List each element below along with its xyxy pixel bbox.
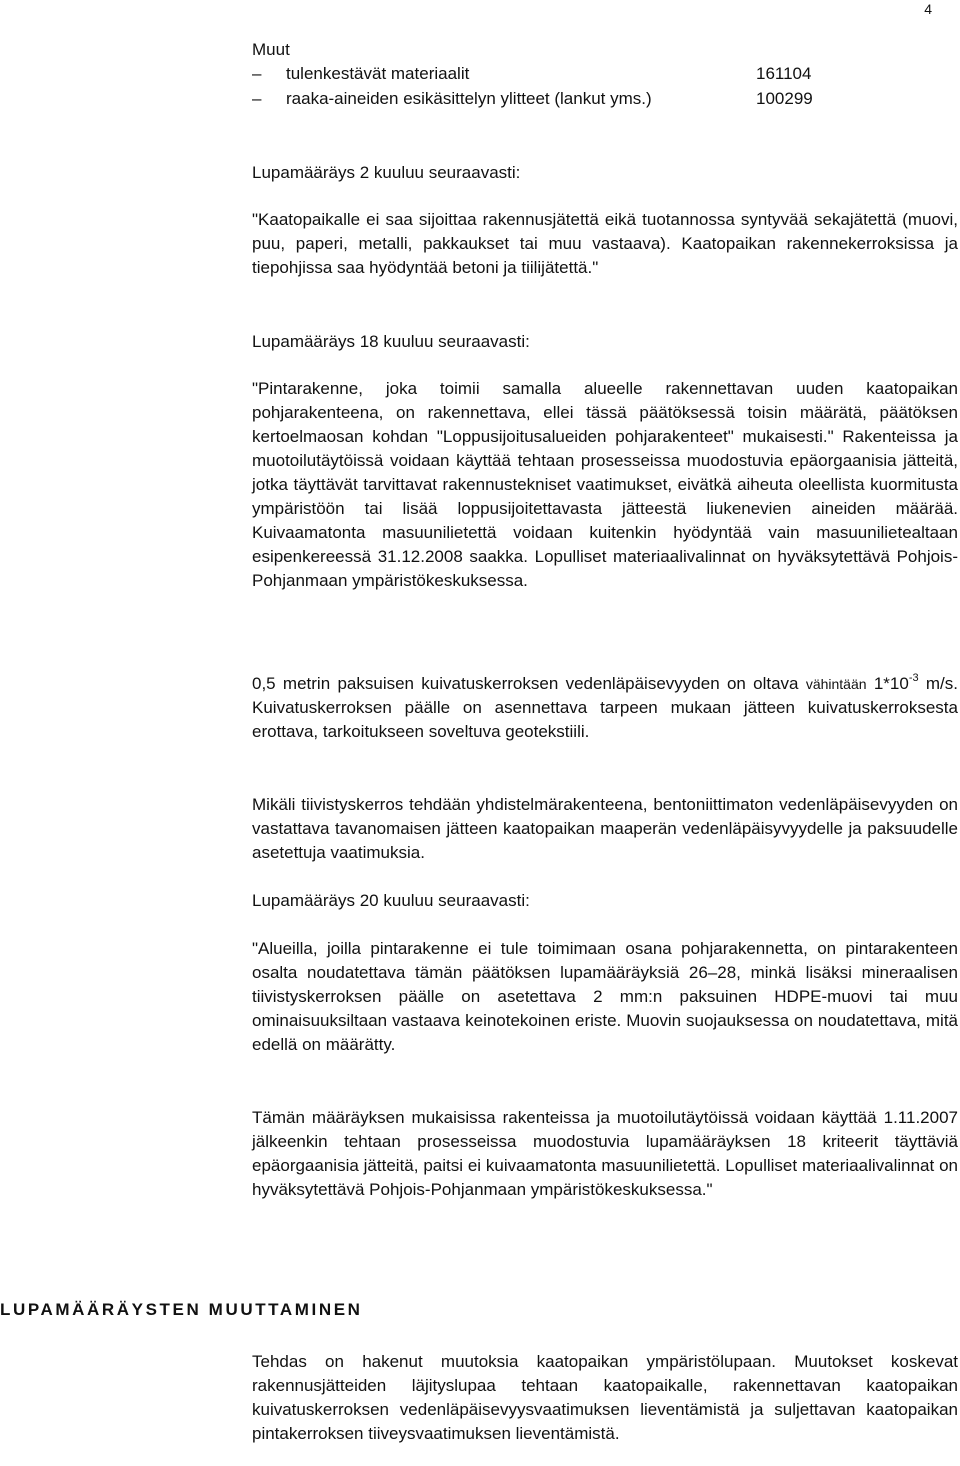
section-body-block [252, 1350, 958, 1446]
lupa20-body: "Alueilla, joilla pintarakenne ei tule toimimaan osana pohjarakennetta, on pintarakenteen osalta noudatettava tämän päätöksen lupamääräyksiä 26–28, minkä lisäksi mineraalisen tiivistyskerroksen päälle on asetettava 2 mm:n paksuinen HDPE-muovi tai muu ominaisuuksiltaan vastaava keinotekoinen eriste. Muovin suojauksessa on noudatettava, mitä edellä on määrätty. [252, 939, 958, 1054]
lupa20-body-block [252, 937, 958, 1057]
lupa2-body: "Kaatopaikalle ei saa sijoittaa rakennusjätettä eikä tuotannossa syntyvää sekajätettä (muovi, puu, paperi, metalli, pakkaukset tai muu vastaava). Kaatopaikan rakennekerroksissa ja tiepohjissa saa hyödyntää betoni ja tiilijätettä." [252, 210, 958, 277]
lupa18-p3-block [252, 793, 958, 865]
list-dash: – [252, 64, 262, 83]
page-number: 4 [924, 1, 932, 17]
lupa20-section [252, 889, 958, 913]
waste-code: 100299 [756, 89, 813, 108]
section-body: Tehdas on hakenut muutoksia kaatopaikan ympäristölupaan. Muutokset koskevat rakennusjätteiden läjityslupaa tehtaan kaatopaikalle, rakennettavan kaatopaikan kuivatuskerroksen vedenläpäisevyysvaatimuksen lieventämistä ja suljettavan kaatopaikan pintakerroksen tiiveysvaatimuksen lieventämistä. [252, 1352, 958, 1443]
lupa18-body-block [252, 377, 958, 593]
lupa18-p2 [252, 672, 958, 744]
lupa18-p2-start: 0,5 metrin paksuisen kuivatuskerroksen vedenläpäisevyyden on oltava [252, 674, 806, 693]
lupa18-p2-value: 1*10 [866, 674, 909, 693]
lupa18-section [252, 330, 958, 354]
lupa18-p2-rest: m/s. Kuivatuskerroksen päälle on asennettava tarpeen mukaan jätteen kuivatuskerroksesta erottava, tarkoitukseen soveltuva geotekstiili. [252, 674, 958, 741]
waste-code: 161104 [756, 64, 812, 83]
list-item-label: raaka-aineiden esikäsittelyn ylitteet (lankut yms.) [286, 89, 652, 108]
muut-heading: Muut [252, 40, 290, 59]
lupa20-p2: Tämän määräyksen mukaisissa rakenteissa ja muotoilutäytöissä voidaan käyttää 1.11.2007 jälkeenkin tehtaan prosesseissa muodostuvia lupamääräyksen 18 kriteerit täyttäviä epäorgaanisia jätteitä, paitsi ei kuivaamatonta masuunilietettä. Lopulliset materiaalivalinnat on hyväksytettävä Pohjois-Pohjanmaan ympäristökeskuksessa." [252, 1108, 958, 1199]
lupa18-body: "Pintarakenne, joka toimii samalla alueelle rakennettavan uuden kaatopaikan pohjarakenteena, on rakennettava, ellei tässä päätöksessä toisin määrätä, päätöksen kertoelmaosan kohdan "Loppusijoitusalueiden pohjarakenteet" mukaisesti." Rakenteissa ja muotoilutäytöissä voidaan käyttää tehtaan prosesseissa muodostuvia epäorgaanisia jätteitä, jotka täyttävät tarvittavat rakennustekniset vaatimukset, eivätkä aiheuta oleellista kuormitusta ympäristöön tai lisää loppusijoitettavasta jätteestä liukenevien aineiden määrää. Kuivaamatonta masuunilietettä voidaan kuitenkin hyödyntää vain masuunilietealtaan esipenkereessä 31.12.2008 saakka. Lopulliset materiaalivalinnat on hyväksytettävä Pohjois-Pohjanmaan ympäristökeskuksessa. [252, 379, 958, 590]
lupa18-p2-exponent: -3 [908, 672, 919, 685]
lupa18-p2-small: vähintään [805, 676, 867, 692]
lupa18-p3: Mikäli tiivistyskerros tehdään yhdistelmärakenteena, bentoniittimaton vedenläpäisevyyden on vastattava tavanomaisen jätteen kaatopaikan maaperän vedenläpäisyvyydelle ja paksuudelle asetettuja vaatimuksia. [252, 795, 958, 862]
lupa2-body-block [252, 208, 958, 280]
lupa20-heading: Lupamääräys 20 kuuluu seuraavasti: [252, 891, 530, 910]
list-dash: – [252, 89, 262, 108]
lupa2-heading: Lupamääräys 2 kuuluu seuraavasti: [252, 163, 521, 182]
lupa18-heading: Lupamääräys 18 kuuluu seuraavasti: [252, 332, 530, 351]
lupa18-p2-block [252, 672, 958, 744]
list-item [252, 62, 852, 86]
lupa2-section [252, 161, 958, 185]
list-item [252, 87, 852, 111]
lupa20-p2-block [252, 1106, 958, 1202]
list-item-label: tulenkestävät materiaalit [286, 64, 470, 83]
section-title: LUPAMÄÄRÄYSTEN MUUTTAMINEN [0, 1300, 363, 1319]
